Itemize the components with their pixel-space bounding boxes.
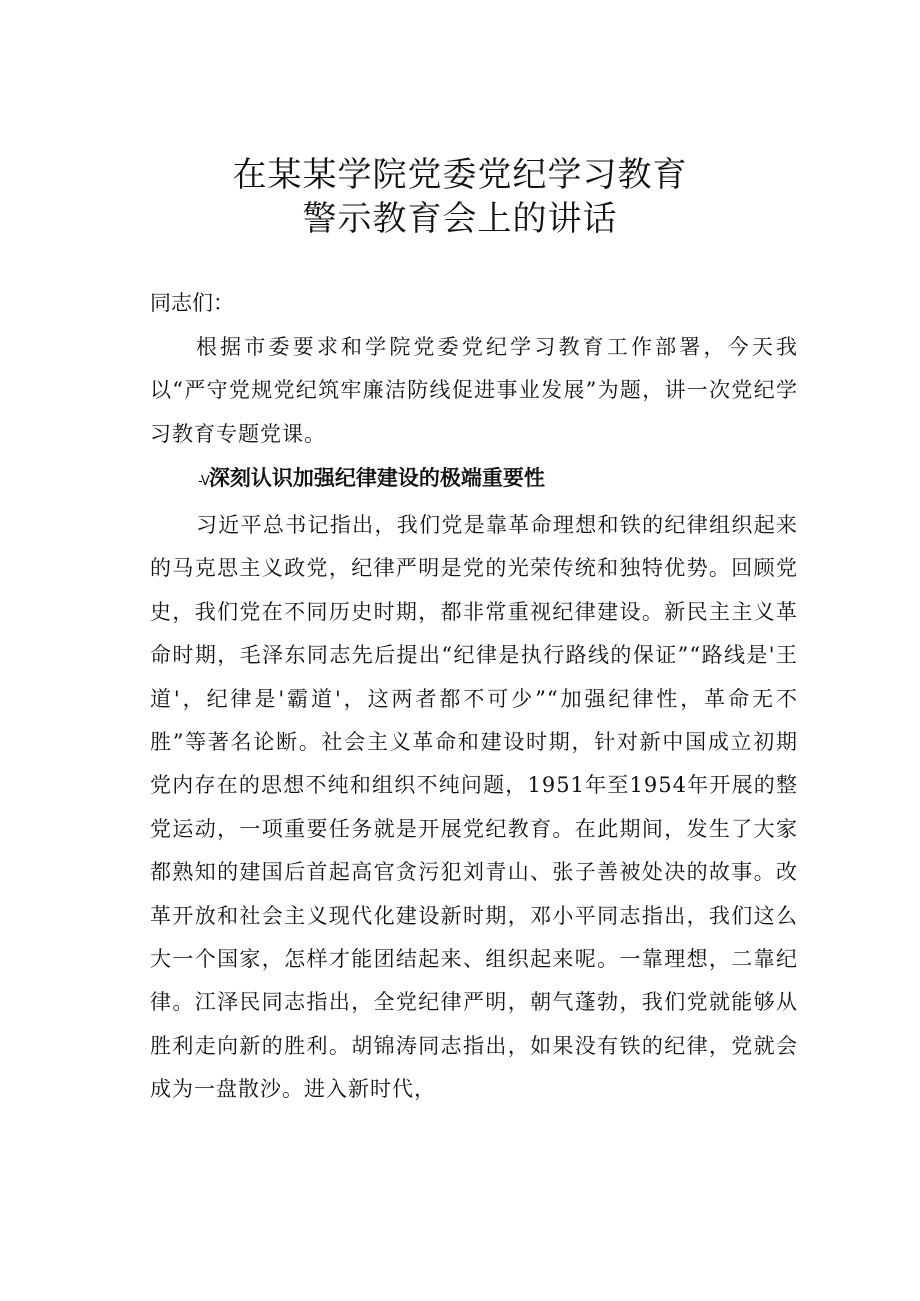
paragraph-body: 习近平总书记指出，我们党是靠革命理想和铁的纪律组织起来的马克思主义政党，纪律严明是党的光荣传统和独特优势。回顾党史，我们党在不同历史时期，都非常重视纪律建设。新民主主义革命时期，毛泽东同志先后提出“纪律是执行路线的保证”“路线是'王道'，纪律是'霸道'，这两者都不可少”“加强纪律性，革命无不胜”等著名论断。社会主义革命和建设时期，针对新中国成立初期党内存在的思想不纯和组织不纯问题，1951年至1954年开展的整党运动，一项重要任务就是开展党纪教育。在此期间，发生了大家都熟知的建国后首起高官贪污犯刘青山、张子善被处决的故事。改革开放和社会主义现代化建设新时期，邓小平同志指出，我们这么大一个国家，怎样才能团结起来、组织起来呢。一靠理想，二靠纪律。江泽民同志指出，全党纪律严明，朝气蓬勃，我们党就能够从胜利走向新的胜利。胡锦涛同志指出，如果没有铁的纪律，党就会成为一盘散沙。进入新时代，	[150, 513, 798, 1102]
paragraph-intro: 根据市委要求和学院党委党纪学习教育工作部署，今天我以“严守党规党纪筑牢廉洁防线促进事业发展”为题，讲一次党纪学习教育专题党课。	[150, 335, 798, 446]
section-heading	[198, 460, 545, 500]
section-heading-text: 深刻认识加强纪律建设的极端重要性	[208, 466, 545, 490]
document-title-line-1: 在某某学院党委党纪学习教育	[232, 155, 688, 195]
document-title-line-2: 警示教育会上的讲话	[302, 199, 618, 239]
salutation: 同志们：	[150, 291, 234, 315]
section-heading-marker: -V	[198, 474, 209, 489]
